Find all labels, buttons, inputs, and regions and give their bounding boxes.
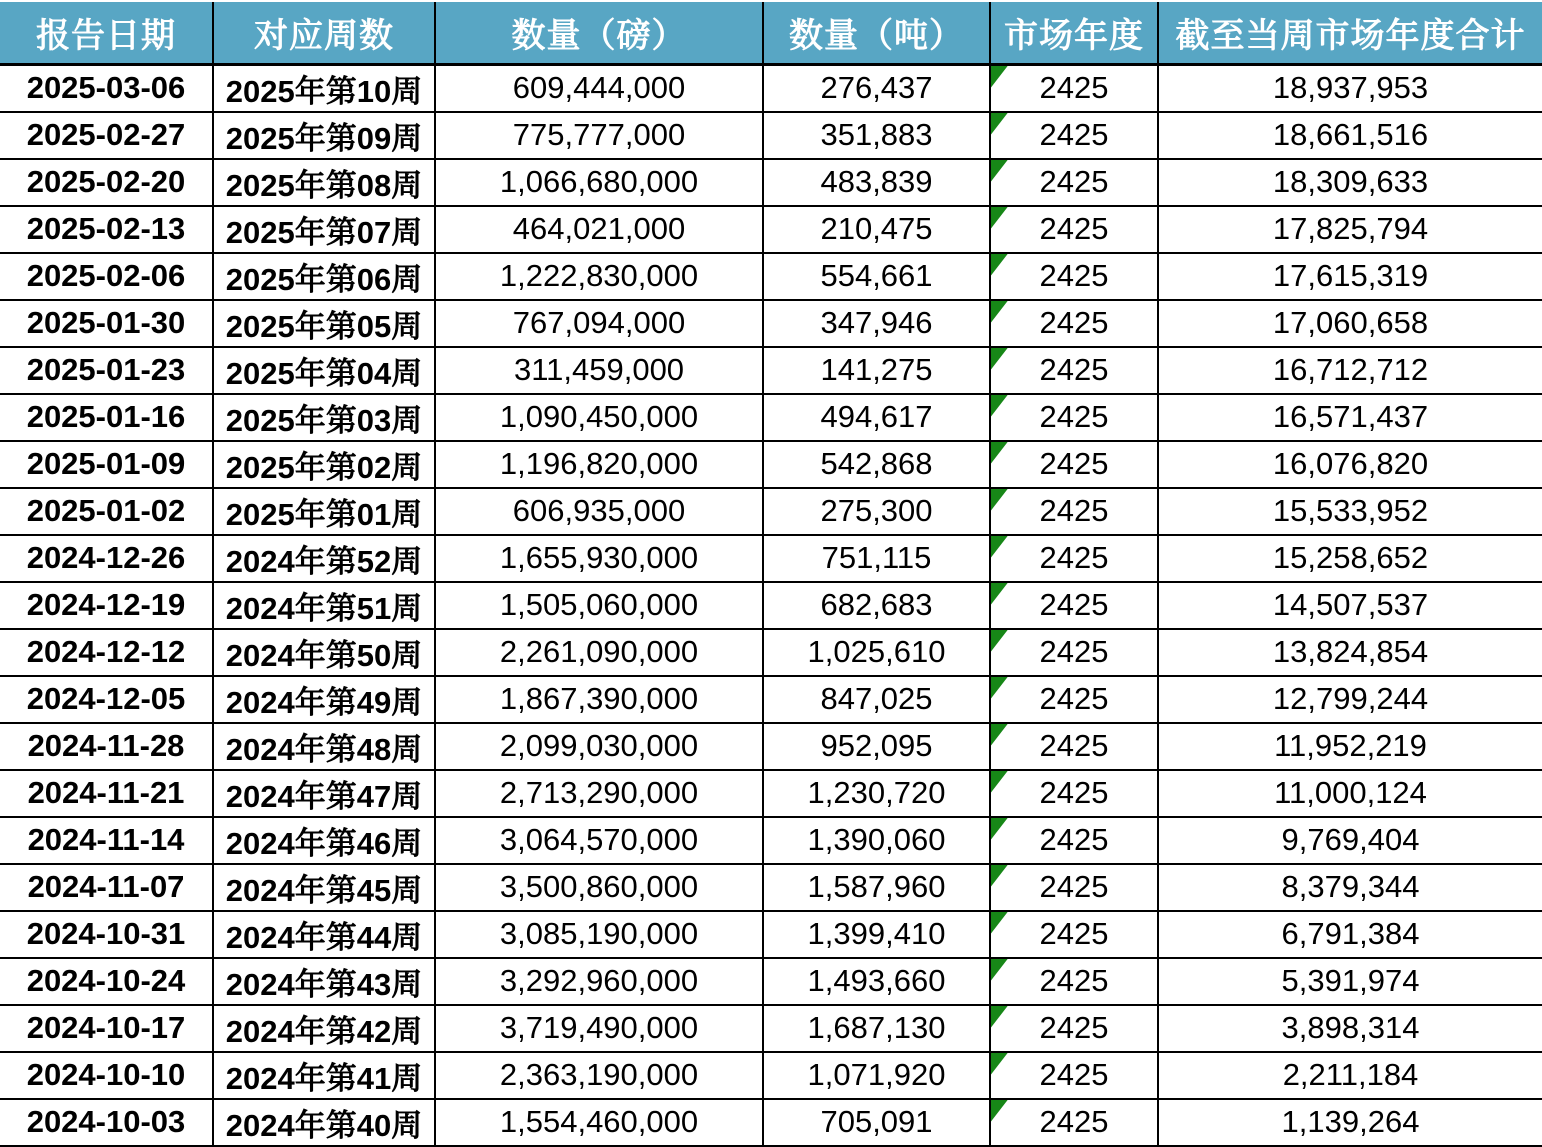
cell-cumulative-total: 18,309,633	[1158, 159, 1542, 206]
green-corner-triangle-icon	[991, 301, 1008, 323]
cell-report-date: 2024-10-10	[0, 1052, 213, 1099]
green-corner-triangle-icon	[991, 912, 1008, 934]
cell-quantity-pounds: 767,094,000	[435, 300, 763, 347]
cell-cumulative-total: 14,507,537	[1158, 582, 1542, 629]
cell-report-date: 2024-12-05	[0, 676, 213, 723]
cell-cumulative-total: 6,791,384	[1158, 911, 1542, 958]
cell-market-year	[990, 1005, 1158, 1052]
green-corner-triangle-icon	[991, 113, 1008, 135]
cell-quantity-pounds: 3,064,570,000	[435, 817, 763, 864]
green-corner-triangle-icon	[991, 395, 1008, 417]
cell-market-year	[990, 864, 1158, 911]
green-corner-triangle-icon	[991, 630, 1008, 652]
cell-market-year	[990, 112, 1158, 159]
cell-week-number: 2024年第43周	[213, 958, 435, 1005]
cell-report-date: 2024-10-31	[0, 911, 213, 958]
cell-cumulative-total: 18,661,516	[1158, 112, 1542, 159]
cell-market-year	[990, 1052, 1158, 1099]
cell-week-number: 2024年第47周	[213, 770, 435, 817]
green-corner-triangle-icon	[991, 66, 1008, 88]
cell-market-year	[990, 629, 1158, 676]
cell-quantity-tons: 141,275	[763, 347, 990, 394]
cell-cumulative-total: 1,139,264	[1158, 1099, 1542, 1146]
market-year-value: 2425	[1039, 164, 1109, 199]
cell-quantity-pounds: 464,021,000	[435, 206, 763, 253]
market-year-value: 2425	[1039, 399, 1109, 434]
cell-week-number: 2024年第52周	[213, 535, 435, 582]
table-row	[0, 112, 1542, 159]
cell-quantity-pounds: 609,444,000	[435, 64, 763, 112]
green-corner-triangle-icon	[991, 489, 1008, 511]
cell-quantity-tons: 751,115	[763, 535, 990, 582]
cell-report-date: 2025-03-06	[0, 64, 213, 112]
cell-quantity-tons: 952,095	[763, 723, 990, 770]
cell-quantity-tons: 1,390,060	[763, 817, 990, 864]
cell-cumulative-total: 16,076,820	[1158, 441, 1542, 488]
cell-quantity-tons: 554,661	[763, 253, 990, 300]
cell-report-date: 2025-01-09	[0, 441, 213, 488]
cell-market-year	[990, 958, 1158, 1005]
cell-report-date: 2025-02-20	[0, 159, 213, 206]
cell-week-number: 2024年第51周	[213, 582, 435, 629]
cell-quantity-pounds: 1,066,680,000	[435, 159, 763, 206]
market-year-value: 2425	[1039, 305, 1109, 340]
cell-quantity-tons: 1,025,610	[763, 629, 990, 676]
cell-cumulative-total: 11,000,124	[1158, 770, 1542, 817]
table-row	[0, 911, 1542, 958]
column-header-quantity-tons: 数量（吨）	[763, 2, 990, 64]
table-row	[0, 1005, 1542, 1052]
cell-market-year	[990, 64, 1158, 112]
market-year-value: 2425	[1039, 70, 1109, 105]
cell-quantity-pounds: 1,655,930,000	[435, 535, 763, 582]
cell-quantity-tons: 542,868	[763, 441, 990, 488]
market-year-value: 2425	[1039, 916, 1109, 951]
cell-market-year	[990, 206, 1158, 253]
cell-report-date: 2024-10-03	[0, 1099, 213, 1146]
market-year-value: 2425	[1039, 258, 1109, 293]
cell-market-year	[990, 676, 1158, 723]
cell-quantity-pounds: 2,099,030,000	[435, 723, 763, 770]
market-year-value: 2425	[1039, 352, 1109, 387]
market-year-value: 2425	[1039, 963, 1109, 998]
cell-quantity-pounds: 1,090,450,000	[435, 394, 763, 441]
cell-week-number: 2025年第03周	[213, 394, 435, 441]
cell-cumulative-total: 8,379,344	[1158, 864, 1542, 911]
market-year-value: 2425	[1039, 822, 1109, 857]
cell-cumulative-total: 15,258,652	[1158, 535, 1542, 582]
cell-report-date: 2024-10-17	[0, 1005, 213, 1052]
cell-market-year	[990, 253, 1158, 300]
table-row	[0, 253, 1542, 300]
green-corner-triangle-icon	[991, 348, 1008, 370]
market-year-value: 2425	[1039, 1010, 1109, 1045]
cell-quantity-pounds: 1,867,390,000	[435, 676, 763, 723]
column-header-cumulative-total: 截至当周市场年度合计	[1158, 2, 1542, 64]
column-header-market-year: 市场年度	[990, 2, 1158, 64]
cell-quantity-tons: 351,883	[763, 112, 990, 159]
cell-cumulative-total: 16,712,712	[1158, 347, 1542, 394]
cell-quantity-pounds: 2,261,090,000	[435, 629, 763, 676]
table-row	[0, 1099, 1542, 1146]
green-corner-triangle-icon	[991, 1006, 1008, 1028]
cell-market-year	[990, 582, 1158, 629]
market-year-value: 2425	[1039, 211, 1109, 246]
cell-week-number: 2025年第04周	[213, 347, 435, 394]
cell-quantity-pounds: 1,196,820,000	[435, 441, 763, 488]
green-corner-triangle-icon	[991, 442, 1008, 464]
weekly-market-year-table	[0, 2, 1542, 1147]
cell-week-number: 2025年第06周	[213, 253, 435, 300]
cell-quantity-tons: 847,025	[763, 676, 990, 723]
cell-quantity-pounds: 3,500,860,000	[435, 864, 763, 911]
green-corner-triangle-icon	[991, 677, 1008, 699]
cell-week-number: 2024年第46周	[213, 817, 435, 864]
cell-report-date: 2025-01-30	[0, 300, 213, 347]
header-row	[0, 2, 1542, 64]
cell-quantity-pounds: 1,222,830,000	[435, 253, 763, 300]
market-year-value: 2425	[1039, 1057, 1109, 1092]
cell-report-date: 2025-01-23	[0, 347, 213, 394]
column-header-quantity-pounds: 数量（磅）	[435, 2, 763, 64]
cell-cumulative-total: 5,391,974	[1158, 958, 1542, 1005]
green-corner-triangle-icon	[991, 254, 1008, 276]
column-header-report-date: 报告日期	[0, 2, 213, 64]
cell-cumulative-total: 15,533,952	[1158, 488, 1542, 535]
cell-market-year	[990, 347, 1158, 394]
cell-cumulative-total: 12,799,244	[1158, 676, 1542, 723]
cell-report-date: 2024-11-07	[0, 864, 213, 911]
table-row	[0, 347, 1542, 394]
market-year-value: 2425	[1039, 493, 1109, 528]
table-body	[0, 64, 1542, 1146]
cell-week-number: 2025年第08周	[213, 159, 435, 206]
cell-report-date: 2024-12-12	[0, 629, 213, 676]
cell-market-year	[990, 159, 1158, 206]
cell-quantity-tons: 1,230,720	[763, 770, 990, 817]
cell-cumulative-total: 11,952,219	[1158, 723, 1542, 770]
cell-report-date: 2025-01-16	[0, 394, 213, 441]
cell-cumulative-total: 9,769,404	[1158, 817, 1542, 864]
cell-cumulative-total: 18,937,953	[1158, 64, 1542, 112]
table-row	[0, 1052, 1542, 1099]
cell-quantity-pounds: 1,554,460,000	[435, 1099, 763, 1146]
cell-report-date: 2025-02-06	[0, 253, 213, 300]
cell-week-number: 2025年第02周	[213, 441, 435, 488]
cell-week-number: 2024年第48周	[213, 723, 435, 770]
cell-quantity-tons: 275,300	[763, 488, 990, 535]
cell-cumulative-total: 2,211,184	[1158, 1052, 1542, 1099]
cell-market-year	[990, 911, 1158, 958]
table-row	[0, 958, 1542, 1005]
green-corner-triangle-icon	[991, 1053, 1008, 1075]
cell-week-number: 2024年第50周	[213, 629, 435, 676]
cell-quantity-tons: 210,475	[763, 206, 990, 253]
green-corner-triangle-icon	[991, 583, 1008, 605]
cell-cumulative-total: 17,825,794	[1158, 206, 1542, 253]
cell-quantity-pounds: 775,777,000	[435, 112, 763, 159]
table-row	[0, 441, 1542, 488]
green-corner-triangle-icon	[991, 207, 1008, 229]
table-row	[0, 535, 1542, 582]
cell-quantity-pounds: 3,085,190,000	[435, 911, 763, 958]
table-row	[0, 159, 1542, 206]
cell-market-year	[990, 770, 1158, 817]
cell-cumulative-total: 16,571,437	[1158, 394, 1542, 441]
table-row	[0, 206, 1542, 253]
cell-quantity-tons: 705,091	[763, 1099, 990, 1146]
table-row	[0, 770, 1542, 817]
cell-report-date: 2024-12-19	[0, 582, 213, 629]
green-corner-triangle-icon	[991, 536, 1008, 558]
cell-report-date: 2024-12-26	[0, 535, 213, 582]
green-corner-triangle-icon	[991, 959, 1008, 981]
table-row	[0, 817, 1542, 864]
market-year-value: 2425	[1039, 728, 1109, 763]
market-year-value: 2425	[1039, 681, 1109, 716]
cell-quantity-tons: 682,683	[763, 582, 990, 629]
cell-week-number: 2024年第40周	[213, 1099, 435, 1146]
green-corner-triangle-icon	[991, 771, 1008, 793]
table-row	[0, 394, 1542, 441]
cell-quantity-tons: 1,399,410	[763, 911, 990, 958]
cell-quantity-pounds: 2,363,190,000	[435, 1052, 763, 1099]
market-year-value: 2425	[1039, 540, 1109, 575]
cell-market-year	[990, 1099, 1158, 1146]
market-year-value: 2425	[1039, 587, 1109, 622]
cell-week-number: 2024年第45周	[213, 864, 435, 911]
cell-quantity-tons: 483,839	[763, 159, 990, 206]
green-corner-triangle-icon	[991, 724, 1008, 746]
market-year-value: 2425	[1039, 775, 1109, 810]
table-row	[0, 864, 1542, 911]
cell-report-date: 2025-01-02	[0, 488, 213, 535]
cell-market-year	[990, 488, 1158, 535]
cell-market-year	[990, 723, 1158, 770]
cell-quantity-tons: 494,617	[763, 394, 990, 441]
market-year-value: 2425	[1039, 446, 1109, 481]
cell-week-number: 2024年第41周	[213, 1052, 435, 1099]
cell-cumulative-total: 3,898,314	[1158, 1005, 1542, 1052]
cell-quantity-pounds: 3,719,490,000	[435, 1005, 763, 1052]
table-row	[0, 488, 1542, 535]
cell-week-number: 2024年第44周	[213, 911, 435, 958]
cell-quantity-pounds: 311,459,000	[435, 347, 763, 394]
cell-week-number: 2024年第42周	[213, 1005, 435, 1052]
green-corner-triangle-icon	[991, 1100, 1008, 1122]
cell-market-year	[990, 535, 1158, 582]
table-row	[0, 582, 1542, 629]
cell-quantity-tons: 276,437	[763, 64, 990, 112]
cell-quantity-tons: 347,946	[763, 300, 990, 347]
cell-quantity-tons: 1,493,660	[763, 958, 990, 1005]
market-year-value: 2425	[1039, 869, 1109, 904]
green-corner-triangle-icon	[991, 818, 1008, 840]
cell-quantity-pounds: 2,713,290,000	[435, 770, 763, 817]
cell-week-number: 2025年第10周	[213, 64, 435, 112]
green-corner-triangle-icon	[991, 865, 1008, 887]
cell-week-number: 2025年第01周	[213, 488, 435, 535]
cell-week-number: 2025年第07周	[213, 206, 435, 253]
cell-quantity-pounds: 1,505,060,000	[435, 582, 763, 629]
cell-market-year	[990, 300, 1158, 347]
table-row	[0, 676, 1542, 723]
cell-report-date: 2025-02-13	[0, 206, 213, 253]
cell-report-date: 2024-11-21	[0, 770, 213, 817]
market-year-value: 2425	[1039, 634, 1109, 669]
cell-quantity-tons: 1,071,920	[763, 1052, 990, 1099]
market-year-value: 2425	[1039, 117, 1109, 152]
cell-week-number: 2025年第09周	[213, 112, 435, 159]
cell-quantity-pounds: 3,292,960,000	[435, 958, 763, 1005]
cell-week-number: 2025年第05周	[213, 300, 435, 347]
cell-report-date: 2024-11-14	[0, 817, 213, 864]
cell-quantity-pounds: 606,935,000	[435, 488, 763, 535]
cell-week-number: 2024年第49周	[213, 676, 435, 723]
market-year-value: 2425	[1039, 1104, 1109, 1139]
table-row	[0, 723, 1542, 770]
cell-report-date: 2025-02-27	[0, 112, 213, 159]
cell-report-date: 2024-11-28	[0, 723, 213, 770]
cell-quantity-tons: 1,687,130	[763, 1005, 990, 1052]
table-row	[0, 629, 1542, 676]
cell-report-date: 2024-10-24	[0, 958, 213, 1005]
cell-market-year	[990, 817, 1158, 864]
cell-market-year	[990, 441, 1158, 488]
cell-quantity-tons: 1,587,960	[763, 864, 990, 911]
cell-cumulative-total: 17,615,319	[1158, 253, 1542, 300]
table-row	[0, 64, 1542, 112]
cell-cumulative-total: 17,060,658	[1158, 300, 1542, 347]
green-corner-triangle-icon	[991, 160, 1008, 182]
column-header-week-number: 对应周数	[213, 2, 435, 64]
cell-cumulative-total: 13,824,854	[1158, 629, 1542, 676]
table-row	[0, 300, 1542, 347]
cell-market-year	[990, 394, 1158, 441]
